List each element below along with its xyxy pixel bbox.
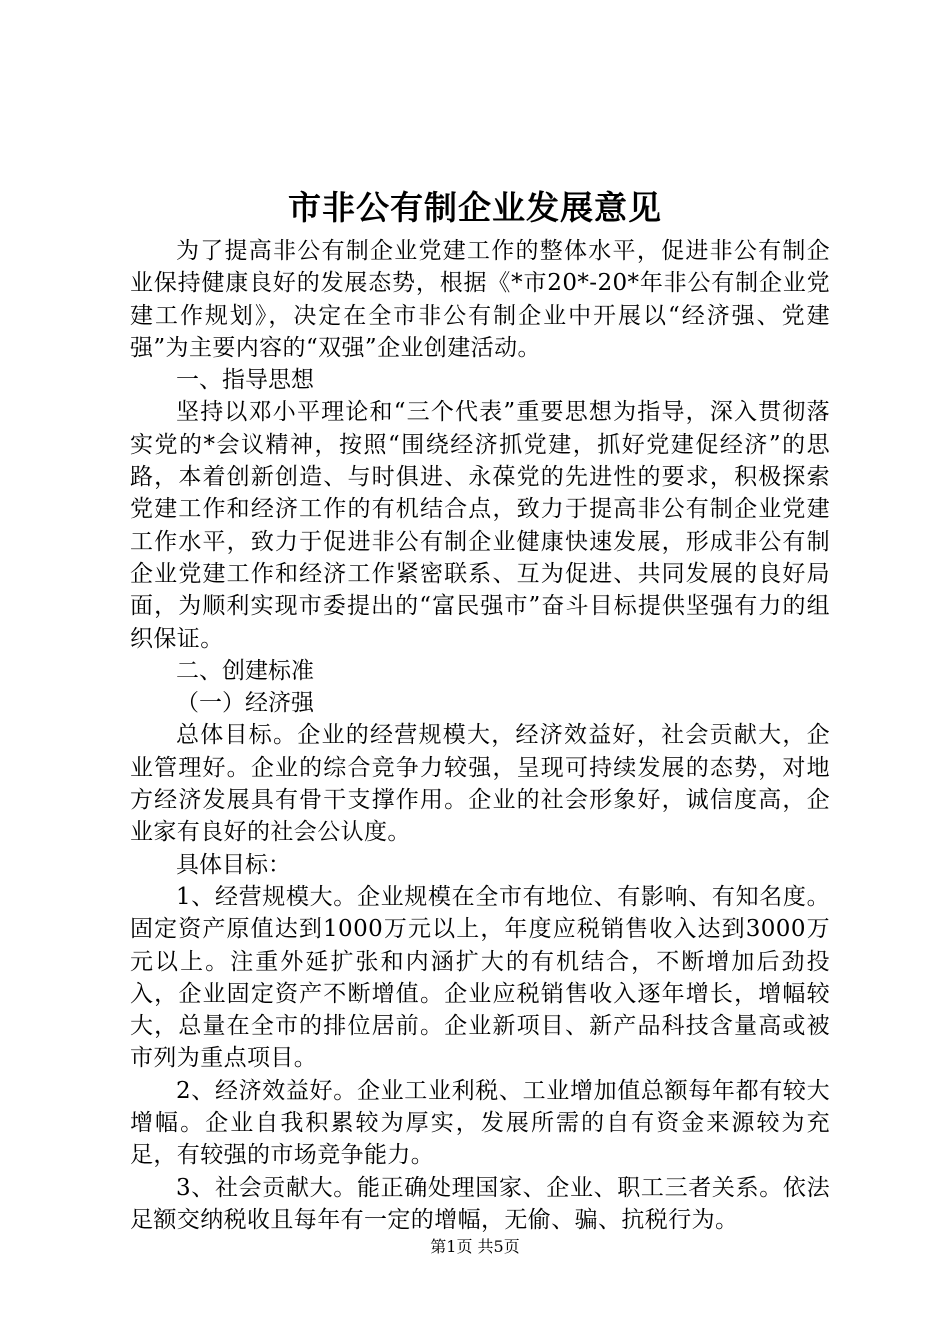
document-title: 市非公有制企业发展意见 (288, 188, 662, 227)
intro-paragraph: 为了提高非公有制企业党建工作的整体水平，促进非公有制企业保持健康良好的发展态势，根据《*市20*-20*年非公有制企业党建工作规划》，决定在全市非公有制企业中开展以“经济强、党建强”为主要内容的“双强”企业创建活动。 (130, 238, 830, 361)
specific-goals-heading: 具体目标： (176, 851, 291, 878)
page-footer: 第1页 共5页 (430, 1237, 520, 1256)
goal-item-contribution: 3、社会贡献大。能正确处理国家、企业、职工三者关系。依法足额交纳税收且每年有一定的增幅，无偷、骗、抗税行为。 (130, 1174, 830, 1233)
subsection-heading-economy: （一）经济强 (176, 690, 314, 717)
section-heading-guiding-ideology: 一、指导思想 (176, 367, 314, 394)
section-heading-standards: 二、创建标准 (176, 657, 314, 684)
document-body (130, 235, 830, 1236)
goal-item-scale: 1、经营规模大。企业规模在全市有地位、有影响、有知名度。固定资产原值达到1000万元以上，年度应税销售收入达到3000万元以上。注重外延扩张和内涵扩大的有机结合，不断增加后劲投入，企业固定资产不断增值。企业应税销售收入逐年增长，增幅较大，总量在全市的排位居前。企业新项目、新产品科技含量高或被市列为重点项目。 (130, 883, 830, 1072)
guiding-ideology-paragraph: 坚持以邓小平理论和“三个代表”重要思想为指导，深入贯彻落实党的*会议精神，按照“围绕经济抓党建，抓好党建促经济”的思路，本着创新创造、与时俱进、永葆党的先进性的要求，积极探索党建工作和经济工作的有机结合点，致力于提高非公有制企业党建工作水平，致力于促进非公有制企业健康快速发展，形成非公有制企业党建工作和经济工作紧密联系、互为促进、共同发展的良好局面，为顺利实现市委提出的“富民强市”奋斗目标提供坚强有力的组织保证。 (130, 399, 830, 652)
overall-goal-paragraph: 总体目标。企业的经营规模大，经济效益好，社会贡献大，企业管理好。企业的综合竞争力较强，呈现可持续发展的态势，对地方经济发展具有骨干支撑作用。企业的社会形象好，诚信度高，企业家有良好的社会公认度。 (130, 722, 830, 846)
goal-item-benefit: 2、经济效益好。企业工业利税、工业增加值总额每年都有较大增幅。企业自我积累较为厚实，发展所需的自有资金来源较为充足，有较强的市场竞争能力。 (130, 1077, 830, 1169)
